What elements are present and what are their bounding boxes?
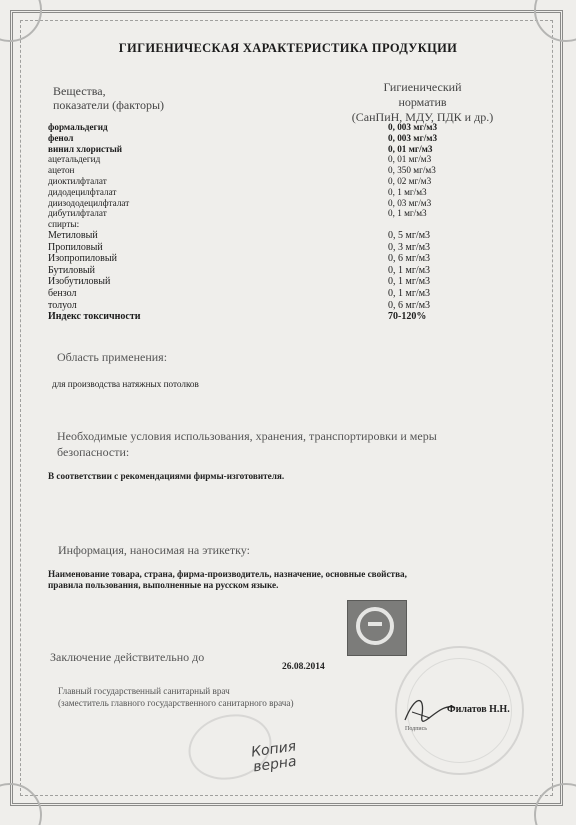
conditions-label-line1: Необходимые условия использования, хранения, транспортировки и меры	[57, 429, 437, 443]
label-info-label: Информация, наносимая на этикетку:	[58, 543, 250, 557]
column-header-line: норматив	[398, 95, 447, 109]
substance-name: бензол	[48, 287, 77, 299]
substance-table	[48, 122, 528, 323]
table-row	[48, 187, 528, 198]
substance-name: спирты:	[48, 219, 80, 230]
column-header-line: Гигиенический	[383, 80, 462, 94]
substance-norm: 0, 03 мг/м3	[388, 197, 432, 208]
table-row	[48, 165, 528, 176]
table-row	[48, 288, 528, 300]
substance-name: винил хлористый	[48, 143, 123, 154]
substance-name: Бутиловый	[48, 264, 95, 276]
substance-name: ацетальдегид	[48, 154, 101, 165]
substance-norm: 0, 3 мг/м3	[388, 241, 431, 253]
table-row	[48, 154, 528, 165]
signer-name: Филатов Н.Н.	[447, 704, 510, 715]
table-row	[48, 176, 528, 187]
table-row	[48, 276, 528, 288]
table-row	[48, 144, 528, 155]
table-row	[48, 230, 528, 242]
handwritten-note: Копия верна	[250, 738, 298, 776]
table-row	[48, 265, 528, 277]
substance-norm: 0, 1 мг/м3	[388, 264, 431, 276]
substance-norm: 0, 003 мг/м3	[388, 122, 438, 132]
substance-name: дибутилфталат	[48, 208, 107, 219]
table-row	[48, 198, 528, 209]
column-header-line: показатели (факторы)	[53, 98, 165, 112]
scope-text: для производства натяжных потолков	[52, 379, 199, 389]
substance-name: Изобутиловый	[48, 276, 111, 288]
substance-norm: 0, 003 мг/м3	[388, 132, 438, 143]
substance-name: фенол	[48, 132, 74, 143]
substance-norm: 0, 350 мг/м3	[388, 165, 436, 176]
substance-norm: 0, 6 мг/м3	[388, 253, 431, 265]
chief-title-line1: Главный государственный санитарный врач	[58, 686, 230, 696]
validity-date: 26.08.2014	[282, 662, 325, 672]
document-title: ГИГИЕНИЧЕСКАЯ ХАРАКТЕРИСТИКА ПРОДУКЦИИ	[118, 41, 458, 55]
column-header-norm	[330, 80, 515, 125]
table-row	[48, 219, 528, 230]
substance-name: диизододецилфталат	[48, 197, 130, 208]
substance-name: дидодецилфталат	[48, 186, 117, 197]
substance-norm: 0, 5 мг/м3	[388, 229, 431, 241]
logo-bar	[368, 622, 382, 626]
signature-caption: Подпись	[405, 726, 428, 732]
substance-name: Пропиловый	[48, 241, 103, 253]
substance-norm: 0, 1 мг/м3	[388, 186, 427, 197]
label-info-line2: правила пользования, выполненные на русском языке.	[48, 580, 279, 590]
substance-name: Индекс токсичности	[48, 311, 141, 323]
certification-logo	[347, 600, 407, 656]
substance-norm: 0, 01 мг/м3	[388, 143, 433, 154]
substance-norm: 0, 1 мг/м3	[388, 287, 431, 299]
column-header-line: Вещества,	[53, 84, 106, 98]
validity-label: Заключение действительно до	[50, 650, 205, 664]
column-header-substances	[53, 84, 164, 112]
column-header-line: (СанПиН, МДУ, ПДК и др.)	[351, 110, 494, 124]
table-row	[48, 122, 528, 133]
scope-label: Область применения:	[57, 350, 168, 364]
substance-name: Изопропиловый	[48, 253, 117, 265]
conditions-label-line2: безопасности:	[57, 445, 130, 459]
table-row	[48, 242, 528, 254]
substance-name: толуол	[48, 299, 77, 311]
conditions-text: В соответствии с рекомендациями фирмы-изготовителя.	[48, 471, 285, 481]
label-info-line1: Наименование товара, страна, фирма-производитель, назначение, основные свойства,	[48, 569, 407, 579]
substance-name: формальдегид	[48, 122, 108, 132]
substance-name: диоктилфталат	[48, 175, 107, 186]
substance-norm: 70-120%	[388, 311, 427, 323]
substance-norm: 0, 01 мг/м3	[388, 154, 432, 165]
substance-norm: 0, 1 мг/м3	[388, 276, 431, 288]
chief-title-line2: (заместитель главного государственного санитарного врача)	[58, 698, 294, 708]
substance-name: ацетон	[48, 165, 75, 176]
table-row	[48, 311, 528, 323]
table-row	[48, 253, 528, 265]
substance-norm: 0, 02 мг/м3	[388, 175, 432, 186]
substance-norm: 0, 6 мг/м3	[388, 299, 431, 311]
table-row	[48, 208, 528, 219]
logo-ring	[356, 607, 394, 645]
table-row	[48, 133, 528, 144]
substance-norm: 0, 1 мг/м3	[388, 208, 427, 219]
substance-name: Метиловый	[48, 229, 98, 241]
table-row	[48, 300, 528, 312]
